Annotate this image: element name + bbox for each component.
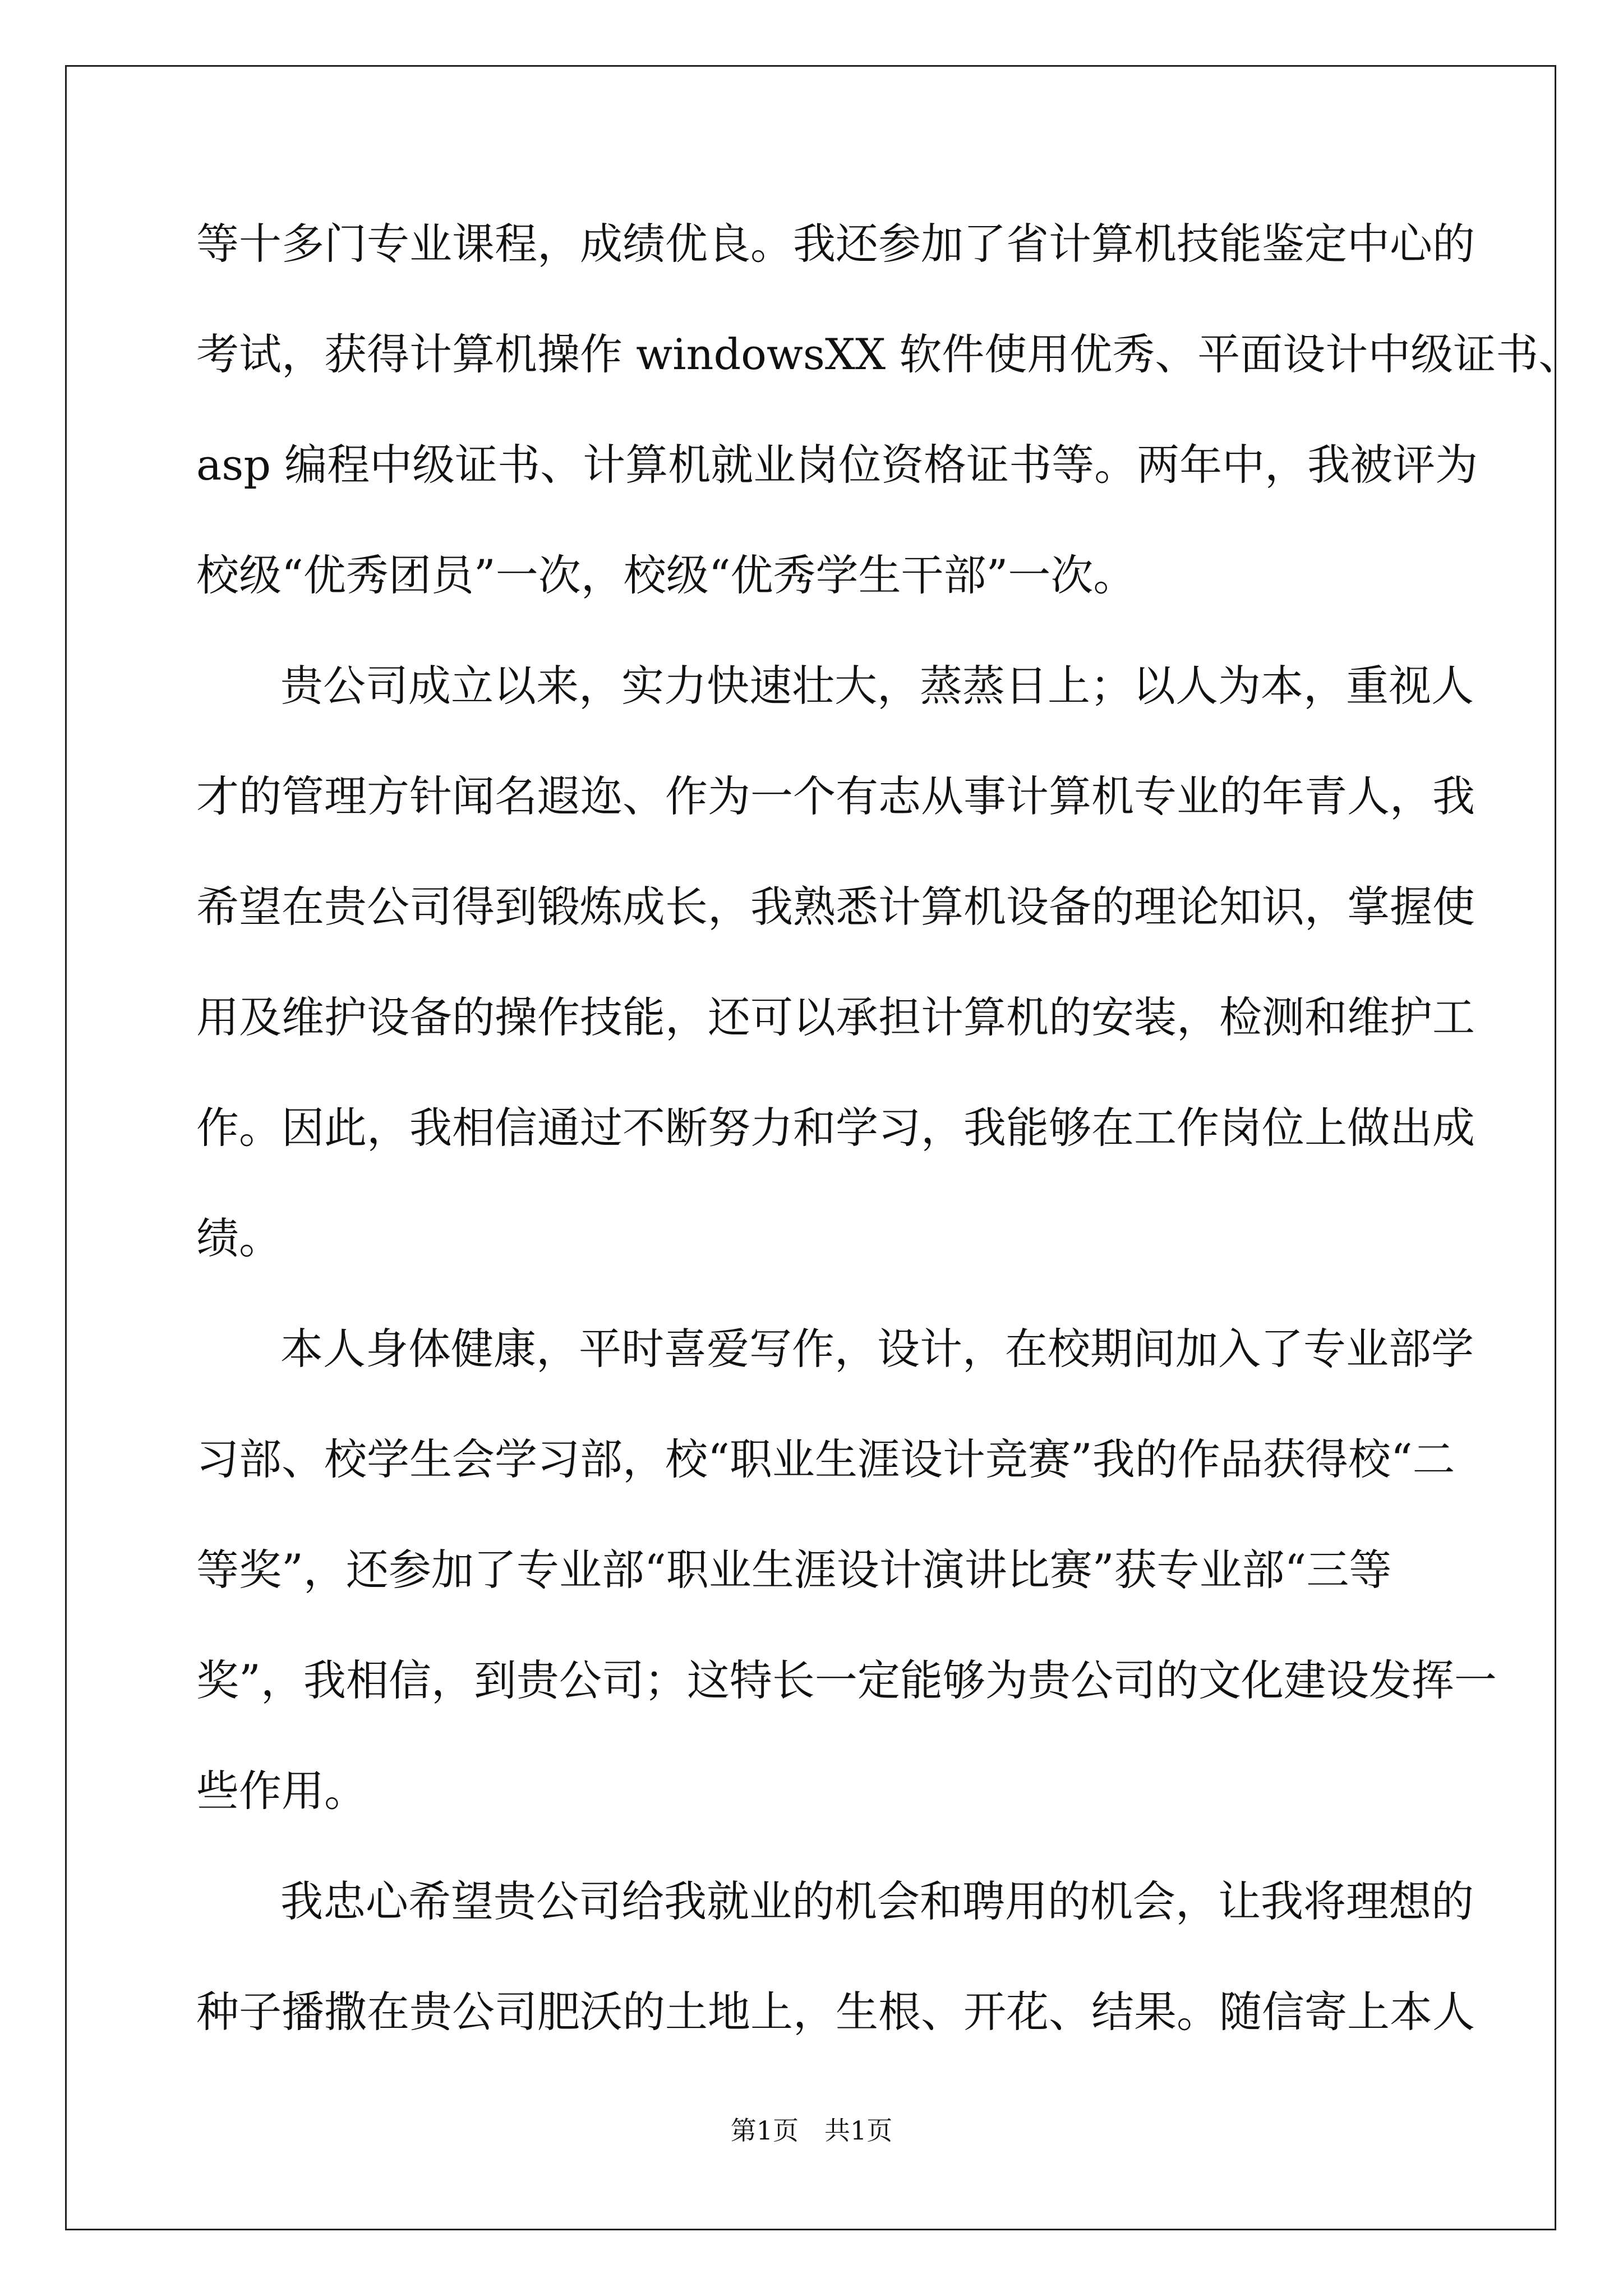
- text-line: 用及维护设备的操作技能，还可以承担计算机的安装，检测和维护工: [196, 992, 1475, 1042]
- text-line: 种子播撒在贵公司肥沃的土地上，生根、开花、结果。随信寄上本人: [196, 1987, 1475, 2037]
- text-line: 希望在贵公司得到锻炼成长，我熟悉计算机设备的理论知识，掌握使: [196, 882, 1475, 932]
- text-line: 才的管理方针闻名遐迩、作为一个有志从事计算机专业的年青人，我: [196, 771, 1475, 821]
- text-line: 习部、校学生会学习部，校“职业生涯设计竞赛”我的作品获得校“二: [196, 1434, 1455, 1484]
- text-line: 校级“优秀团员”一次，校级“优秀学生干部”一次。: [196, 550, 1136, 600]
- text-line: 些作用。: [196, 1766, 367, 1816]
- text-line: 奖”，我相信，到贵公司；这特长一定能够为贵公司的文化建设发挥一: [196, 1655, 1497, 1705]
- paragraph-start-line: 本人身体健康，平时喜爱写作，设计，在校期间加入了专业部学: [280, 1324, 1474, 1374]
- text-line: 等十多门专业课程，成绩优良。我还参加了省计算机技能鉴定中心的: [196, 219, 1475, 269]
- text-line: 考试，获得计算机操作 windowsXX 软件使用优秀、平面设计中级证书、: [196, 329, 1581, 379]
- text-line: asp 编程中级证书、计算机就业岗位资格证书等。两年中，我被评为: [196, 440, 1478, 490]
- paragraph-start-line: 我忠心希望贵公司给我就业的机会和聘用的机会，让我将理想的: [280, 1876, 1474, 1926]
- text-line: 等奖”，还参加了专业部“职业生涯设计演讲比赛”获专业部“三等: [196, 1545, 1392, 1595]
- paragraph-start-line: 贵公司成立以来，实力快速壮大，蒸蒸日上；以人为本，重视人: [280, 661, 1474, 711]
- text-line: 绩。: [196, 1213, 282, 1263]
- page-footer: 第1页 共1页: [730, 2115, 893, 2146]
- text-line: 作。因此，我相信通过不断努力和学习，我能够在工作岗位上做出成: [196, 1103, 1475, 1153]
